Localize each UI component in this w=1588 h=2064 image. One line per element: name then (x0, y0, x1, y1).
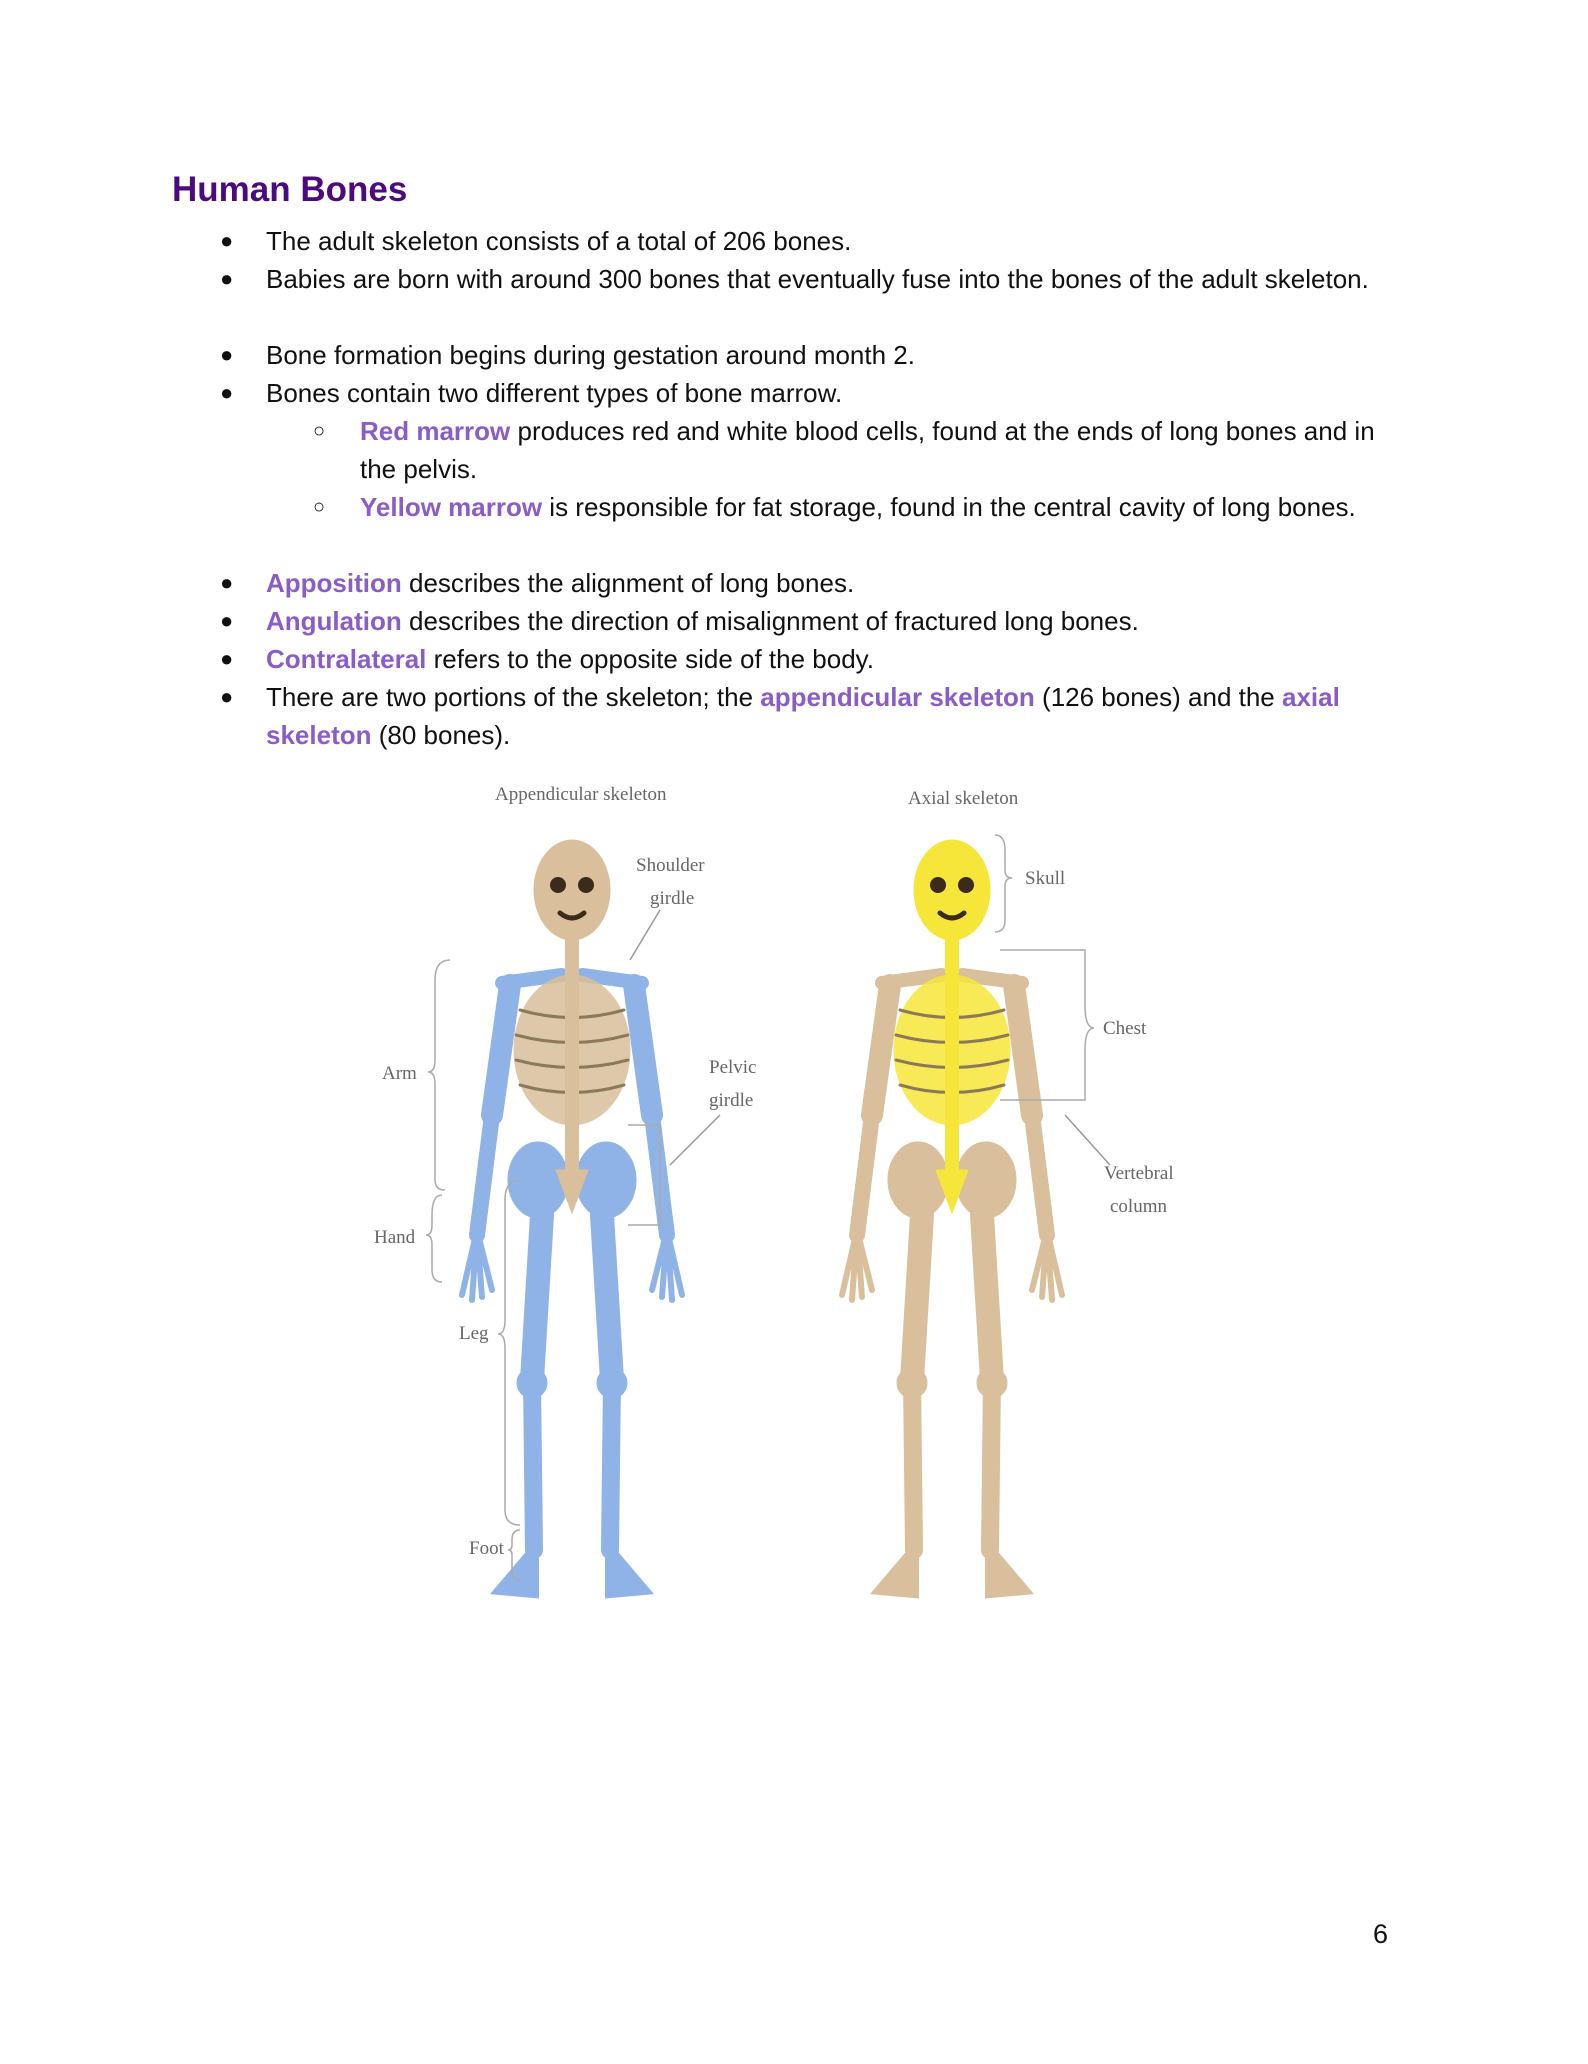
label-foot: Foot (469, 1538, 504, 1559)
skeleton-figure (360, 770, 1220, 1600)
page-title: Human Bones (172, 170, 408, 209)
appendicular-title: Appendicular skeleton (495, 784, 667, 805)
term-axial-skeleton: axial skeleton (266, 682, 1340, 750)
bullet-icon: ● (220, 266, 234, 291)
label-hand: Hand (374, 1227, 416, 1248)
hollow-bullet-icon: ○ (313, 496, 326, 518)
term-angulation: Angulation (266, 606, 402, 636)
label-vertebral: Vertebral (1104, 1163, 1174, 1184)
skeleton-diagram (360, 770, 1220, 1600)
label-shoulder: Shoulder (636, 855, 705, 876)
axial-title: Axial skeleton (908, 788, 1019, 809)
label-vertebral-2: column (1110, 1196, 1167, 1217)
bullet-icon: ● (220, 646, 234, 671)
label-pelvic: Pelvic (709, 1057, 757, 1078)
bullet-icon: ● (220, 684, 234, 709)
label-leg: Leg (459, 1323, 489, 1344)
axial-skeleton-illustration (842, 840, 1062, 1593)
label-skull: Skull (1025, 868, 1066, 889)
label-arm: Arm (382, 1063, 417, 1084)
label-shoulder-2: girdle (650, 888, 695, 909)
appendicular-skeleton-illustration (462, 840, 682, 1593)
bullet-icon: ● (220, 228, 234, 253)
term-red-marrow: Red marrow (360, 416, 511, 446)
term-contralateral: Contralateral (266, 644, 427, 674)
bullet-icon: ● (220, 608, 234, 633)
page-number: 6 (1373, 1919, 1389, 1949)
term-yellow-marrow: Yellow marrow (360, 492, 543, 522)
bullet-icon: ● (220, 570, 234, 595)
term-appendicular-skeleton: appendicular skeleton (760, 682, 1035, 712)
hollow-bullet-icon: ○ (313, 420, 326, 442)
label-chest: Chest (1103, 1018, 1147, 1039)
label-pelvic-2: girdle (709, 1090, 754, 1111)
term-apposition: Apposition (266, 568, 402, 598)
bullet-icon: ● (220, 342, 234, 367)
bullet-icon: ● (220, 380, 234, 405)
